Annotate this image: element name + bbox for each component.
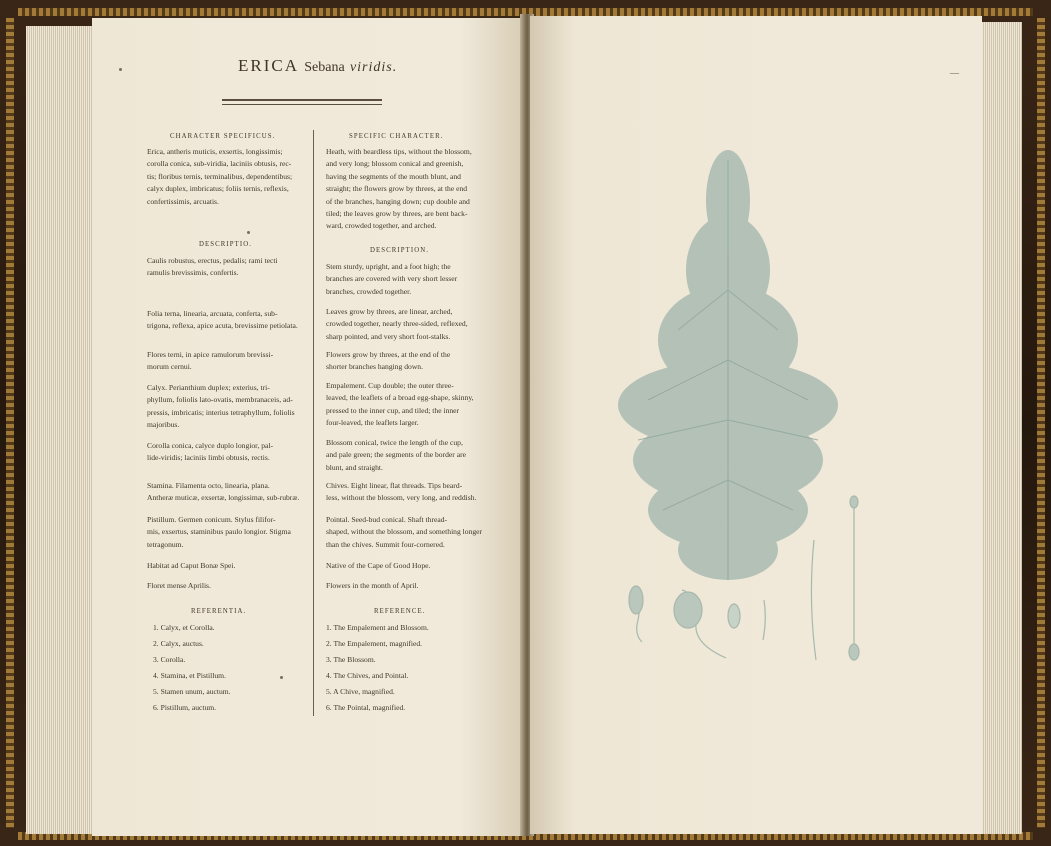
- text-line: mis, exsertus, staminibus paulo longior. Stigma: [147, 527, 291, 537]
- list-item: 4. Stamina, et Pistillum.: [153, 671, 226, 680]
- text-line: Stamina. Filamenta octo, linearia, plana.: [147, 481, 270, 490]
- chives-paragraph: [326, 480, 486, 505]
- heading-reference: REFERENCE.: [374, 608, 426, 615]
- text-line: branches are covered with very short lesser: [326, 274, 458, 284]
- heading-descriptio: DESCRIPTIO.: [199, 241, 253, 248]
- caulis-paragraph: [147, 255, 305, 280]
- list-item: 3. Corolla.: [153, 655, 186, 664]
- text-line: majoribus.: [147, 420, 180, 430]
- title-species: Sebana: [304, 60, 345, 75]
- text-line: trigona, reflexa, apice acuta, brevissime petiolata.: [147, 321, 298, 331]
- flowers-paragraph: [326, 349, 486, 374]
- text-line: leaved, the leaflets of a broad egg-shape, skinny,: [326, 393, 474, 403]
- folia-paragraph: [147, 308, 305, 333]
- text-line: phyllum, foliolis lato-ovatis, membranaceis, ad-: [147, 395, 293, 405]
- erica-plant-illustration: [578, 140, 878, 680]
- text-line: branches, crowded together.: [326, 286, 412, 296]
- text-line: Calyx. Perianthium duplex; exterius, tri-: [147, 383, 270, 392]
- pointal-paragraph: [326, 514, 486, 551]
- heading-specific-character: SPECIFIC CHARACTER.: [349, 133, 444, 140]
- heading-referentia: REFERENTIA.: [191, 608, 247, 615]
- text-line: Flowers grow by threes, at the end of the: [326, 350, 451, 359]
- text-line: Caulis robustus, erectus, pedalis; rami tecti: [147, 256, 278, 265]
- corolla-paragraph: [147, 440, 305, 465]
- text-line: tis; floribus ternis, terminalibus, dependentibus;: [147, 171, 293, 181]
- column-divider: [313, 130, 314, 716]
- text-line: ward, crowded together, and arched.: [326, 221, 437, 231]
- flowers-in-line: Flowers in the month of April.: [326, 581, 419, 590]
- gilt-border-left: [6, 18, 14, 828]
- text-line: four-leaved, the leaflets larger.: [326, 418, 419, 428]
- text-line: Flores terni, in apice ramulorum brevissi-: [147, 350, 274, 359]
- gilt-border-right: [1037, 18, 1045, 828]
- text-line: pressed to the inner cup, and tiled; the inner: [326, 405, 460, 415]
- right-page: [530, 16, 982, 834]
- blossom-paragraph: [326, 437, 486, 474]
- text-line: straight; the flowers grow by threes, at the end: [326, 184, 468, 194]
- text-line: and pale green; the segments of the border are: [326, 450, 467, 460]
- referentia-list: [153, 620, 303, 716]
- list-item: 1. Calyx, et Corolla.: [153, 623, 215, 632]
- text-line: Chives. Eight linear, flat threads. Tips beard-: [326, 481, 463, 490]
- text-line: than the chives. Summit four-cornered.: [326, 539, 445, 549]
- text-line: having the segments of the mouth blunt, and: [326, 171, 461, 181]
- text-line: corolla conica, sub-viridia, laciniis obtusis, rec-: [147, 159, 292, 169]
- character-english: [326, 146, 486, 233]
- page-speck: [119, 68, 122, 71]
- text-line: of the branches, hanging down; cup double and: [326, 196, 470, 206]
- list-item: 3. The Blossom.: [326, 655, 376, 664]
- text-line: Empalement. Cup double; the outer three-: [326, 381, 454, 390]
- text-line: Pointal. Seed-bud conical. Shaft thread-: [326, 515, 448, 524]
- text-line: Blossom conical, twice the length of the cup,: [326, 438, 463, 447]
- text-line: lide-viridis; laciniis limbi obtusis, rectis.: [147, 453, 270, 463]
- calyx-paragraph: [147, 382, 305, 432]
- list-item: 2. The Empalement, magnified.: [326, 639, 423, 648]
- text-line: shorter branches hanging down.: [326, 362, 424, 372]
- text-line: Antheræ muticæ, exsertæ, longissimæ, sub-rubræ.: [147, 493, 300, 503]
- plate-mark: —: [950, 68, 960, 78]
- list-item: 6. The Pointal, magnified.: [326, 703, 406, 712]
- text-line: Leaves grow by threes, are linear, arched,: [326, 307, 453, 316]
- page-edges-right: [980, 22, 1022, 834]
- text-line: shaped, without the blossom, and something longer: [326, 527, 483, 537]
- title-variety: viridis.: [349, 60, 398, 75]
- reference-list: [326, 620, 486, 716]
- english-column: [326, 18, 486, 836]
- text-line: confertissimis, arcuatis.: [147, 196, 219, 206]
- text-line: tetragonum.: [147, 539, 184, 549]
- text-line: ramulis brevissimis, confertis.: [147, 268, 239, 278]
- text-line: Pistillum. Germen conicum. Stylus filifor-: [147, 515, 276, 524]
- list-item: 1. The Empalement and Blossom.: [326, 623, 429, 632]
- text-line: less, without the blossom, very long, and reddish.: [326, 493, 477, 503]
- text-line: blunt, and straight.: [326, 462, 383, 472]
- leaves-paragraph: [326, 306, 486, 343]
- text-line: pressis, imbricatis; interius tetraphyllum, foliolis: [147, 407, 295, 417]
- stamina-paragraph: [147, 480, 305, 505]
- list-item: 5. Stamen unum, auctum.: [153, 687, 231, 696]
- empalement-paragraph: [326, 380, 486, 430]
- floret-line: Floret mense Aprilis.: [147, 581, 211, 590]
- text-line: Corolla conica, calyce duplo longior, pal-: [147, 441, 274, 450]
- title-genus: ERICA: [238, 56, 299, 75]
- text-line: sharp pointed, and very short foot-stalks.: [326, 331, 451, 341]
- habitat-line: Habitat ad Caput Bonæ Spei.: [147, 561, 236, 570]
- page-edges-left: [26, 26, 94, 834]
- list-item: 2. Calyx, auctus.: [153, 639, 204, 648]
- text-line: calyx duplex, imbricatus; foliis ternis, reflexis,: [147, 184, 289, 194]
- native-line: Native of the Cape of Good Hope.: [326, 561, 431, 570]
- flores-paragraph: [147, 349, 305, 374]
- text-line: Heath, with beardless tips, without the blossom,: [326, 147, 472, 156]
- text-line: tiled; the leaves grow by threes, are bent back-: [326, 209, 468, 219]
- left-page: [92, 18, 524, 836]
- text-line: Erica, antheris muticis, exsertis, longissimis;: [147, 147, 283, 156]
- text-line: Folia terna, linearia, arcuata, conferta, sub-: [147, 309, 278, 318]
- character-latin: [147, 146, 305, 208]
- stem-paragraph: [326, 261, 486, 298]
- list-item: 6. Pistillum, auctum.: [153, 703, 217, 712]
- text-line: morum cernui.: [147, 362, 192, 372]
- heading-character-specificus: CHARACTER SPECIFICUS.: [170, 133, 276, 140]
- pistillum-paragraph: [147, 514, 305, 551]
- heading-description: DESCRIPTION.: [370, 247, 430, 254]
- list-item: 5. A Chive, magnified.: [326, 687, 395, 696]
- text-line: crowded together, nearly three-sided, reflexed,: [326, 319, 468, 329]
- text-line: Stem sturdy, upright, and a foot high; the: [326, 262, 451, 271]
- text-line: and very long; blossom conical and greenish,: [326, 159, 464, 169]
- list-item: 4. The Chives, and Pointal.: [326, 671, 409, 680]
- latin-column: [147, 18, 305, 836]
